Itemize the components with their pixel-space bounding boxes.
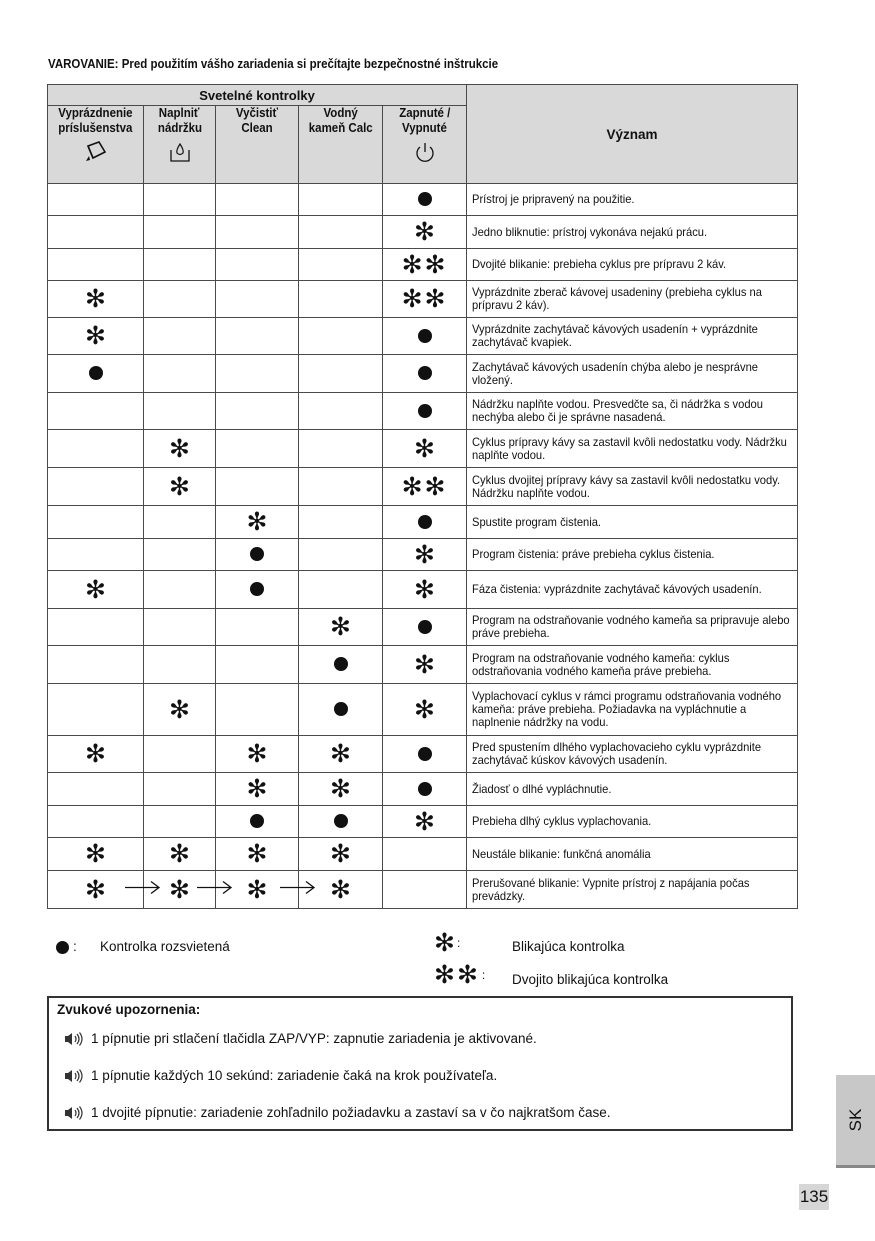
- table-row: [48, 506, 798, 539]
- blinking-light-icon: ✻: [246, 874, 268, 904]
- meaning-cell: [467, 216, 798, 249]
- meaning-cell: [467, 806, 798, 838]
- blinking-light-icon: ✻: [85, 574, 106, 604]
- water-tank-icon: [144, 140, 215, 168]
- double-blinking-light-icon: ✻✻: [401, 471, 448, 501]
- light-on-icon: [418, 747, 432, 761]
- blinking-light-icon: ✻: [434, 928, 455, 957]
- blinking-light-icon: ✻: [330, 774, 351, 803]
- indicator-cell: [144, 318, 216, 355]
- blinking-light-icon: ✻: [85, 284, 106, 313]
- beep-icon: [63, 1105, 83, 1121]
- indicator-cell: [216, 430, 299, 468]
- indicator-cell: [48, 773, 144, 806]
- blinking-light-icon: ✻: [414, 694, 435, 724]
- indicator-cell: [216, 838, 299, 871]
- indicator-cell: [299, 506, 383, 539]
- indicator-cell: [216, 318, 299, 355]
- lights-group-header: Svetelné kontrolky: [48, 85, 467, 106]
- indicator-cell: [216, 806, 299, 838]
- meaning-text: Prerušované blikanie: Vypnite prístroj z napájania počas prevádzky.: [472, 875, 750, 903]
- indicator-cell: [144, 281, 216, 318]
- indicator-cell: [48, 871, 144, 909]
- indicator-cell: [216, 184, 299, 216]
- meaning-text: Nádržku naplňte vodou. Presvedčte sa, či nádržka s vodou nechýba alebo či je správne nasadená.: [472, 397, 763, 424]
- blinking-light-icon: ✻: [85, 321, 106, 350]
- light-on-icon: [418, 515, 432, 529]
- meaning-cell: [467, 430, 798, 468]
- indicator-cell: [144, 806, 216, 838]
- warning-heading: VAROVANIE: Pred použitím vášho zariadenia si prečítajte bezpečnostné inštrukcie: [48, 57, 499, 71]
- column-header: [48, 106, 144, 184]
- indicator-cell: [48, 249, 144, 281]
- indicator-cell: [299, 216, 383, 249]
- meaning-text: Jedno bliknutie: prístroj vykonáva nejakú prácu.: [472, 224, 708, 239]
- meaning-text: Prístroj je pripravený na použitie.: [472, 192, 635, 206]
- indicator-cell: [48, 609, 144, 646]
- indicator-cell: [383, 249, 467, 281]
- double-blinking-light-icon: ✻✻: [434, 960, 480, 989]
- blinking-light-icon: ✻: [414, 217, 435, 246]
- arrow-right-icon: [125, 880, 161, 899]
- indicator-cell: [144, 249, 216, 281]
- indicator-cell: [383, 871, 467, 909]
- indicator-cell: [383, 506, 467, 539]
- indicator-cell: [299, 393, 383, 430]
- double-blinking-light-icon: ✻✻: [401, 284, 448, 313]
- indicator-cell: [299, 609, 383, 646]
- indicator-lights-table: [47, 84, 798, 909]
- meaning-cell: [467, 539, 798, 571]
- table-row: [48, 318, 798, 355]
- indicator-cell: [144, 430, 216, 468]
- column-header-label: Vodný: [323, 106, 358, 120]
- indicator-cell: [216, 539, 299, 571]
- meaning-cell: [467, 609, 798, 646]
- column-header: [216, 106, 299, 184]
- blinking-light-icon: ✻: [330, 839, 351, 868]
- indicator-cell: [144, 539, 216, 571]
- indicator-cell: [144, 216, 216, 249]
- blinking-light-icon: ✻: [169, 874, 190, 904]
- indicator-cell: [299, 468, 383, 506]
- meaning-cell: [467, 736, 798, 773]
- light-on-icon: [418, 329, 432, 343]
- blinking-light-icon: ✻: [246, 739, 268, 768]
- blinking-light-icon: ✻: [246, 507, 268, 536]
- indicator-cell: [216, 506, 299, 539]
- indicator-cell: [144, 838, 216, 871]
- indicator-cell: [144, 506, 216, 539]
- light-on-icon: [418, 404, 432, 418]
- indicator-cell: [216, 646, 299, 684]
- sound-alerts-box: [47, 996, 793, 1131]
- indicator-cell: [299, 684, 383, 736]
- table-row: [48, 838, 798, 871]
- indicator-cell: [216, 684, 299, 736]
- light-on-icon: [418, 192, 432, 206]
- light-on-icon: [334, 702, 348, 716]
- indicator-cell: [383, 468, 467, 506]
- indicator-cell: [216, 609, 299, 646]
- meaning-text: Dvojité blikanie: prebieha cyklus pre prípravu 2 káv.: [472, 257, 727, 271]
- indicator-cell: [48, 318, 144, 355]
- blinking-light-icon: ✻: [169, 839, 190, 868]
- meaning-text: Vyprázdnite zachytávač kávových usadenín + vyprázdnite zachytávač kvapiek.: [472, 322, 758, 349]
- light-on-icon: [334, 814, 348, 828]
- light-on-icon: [250, 814, 264, 828]
- column-header-label: Vyčistiť: [235, 106, 279, 120]
- indicator-cell: [48, 571, 144, 609]
- table-row: [48, 184, 798, 216]
- table-row: [48, 609, 798, 646]
- indicator-cell: [216, 281, 299, 318]
- indicator-cell: [48, 393, 144, 430]
- page-number: 135: [799, 1184, 829, 1210]
- column-header-label: Naplniť: [159, 106, 200, 120]
- blinking-light-icon: ✻: [414, 433, 435, 463]
- blinking-light-icon: ✻: [169, 433, 190, 463]
- table-row: [48, 736, 798, 773]
- legend-double-label: Dvojito blikajúca kontrolka: [512, 972, 669, 987]
- indicator-cell: [299, 646, 383, 684]
- blinking-light-icon: ✻: [414, 806, 435, 836]
- column-header-label: nádržku: [157, 121, 202, 135]
- blinking-light-icon: ✻: [414, 649, 435, 679]
- language-tab-label: SK: [845, 1108, 865, 1132]
- table-row: [48, 806, 798, 838]
- sound-item-text: 1 pípnutie každých 10 sekúnd: zariadenie čaká na krok používateľa.: [91, 1068, 498, 1083]
- indicator-cell: [299, 249, 383, 281]
- column-header-label: príslušenstva: [58, 121, 133, 135]
- indicator-cell: [383, 216, 467, 249]
- meaning-cell: [467, 318, 798, 355]
- sound-item-text: 1 pípnutie pri stlačení tlačidla ZAP/VYP: zapnutie zariadenia je aktivované.: [91, 1031, 537, 1046]
- blinking-light-icon: ✻: [85, 739, 106, 768]
- light-on-icon: [89, 366, 103, 380]
- indicator-cell: [48, 806, 144, 838]
- column-header-label: Clean: [241, 121, 273, 135]
- indicator-cell: [48, 736, 144, 773]
- light-on-icon: [418, 782, 432, 796]
- light-on-icon: [418, 620, 432, 634]
- meaning-text: Fáza čistenia: vyprázdnite zachytávač kávových usadenín.: [472, 582, 762, 596]
- meaning-text: Vyprázdnite zberač kávovej usadeniny (prebieha cyklus na prípravu 2 káv).: [472, 285, 762, 312]
- blinking-light-icon: ✻: [169, 471, 190, 501]
- indicator-cell: [216, 468, 299, 506]
- meaning-text: Cyklus prípravy kávy sa zastavil kvôli nedostatku vody. Nádržku naplňte vodou.: [472, 434, 787, 462]
- meaning-text: Žiadosť o dlhé vypláchnutie.: [472, 781, 612, 796]
- empty-accessories-icon: [48, 140, 143, 168]
- meaning-text: Program na odstraňovanie vodného kameňa: cyklus odstraňovania vodného kameňa práve prebieha.: [472, 650, 730, 678]
- legend-blink: ✻ : Blikajúca kontrolka: [434, 928, 625, 957]
- meaning-text: Prebieha dlhý cyklus vyplachovania.: [472, 814, 652, 828]
- table-row: [48, 684, 798, 736]
- meaning-cell: [467, 571, 798, 609]
- table-row: [48, 871, 798, 909]
- column-header: [299, 106, 383, 184]
- indicator-cell: [144, 571, 216, 609]
- indicator-cell: [383, 393, 467, 430]
- indicator-cell: [48, 539, 144, 571]
- indicator-cell: [383, 806, 467, 838]
- meaning-text: Vyplachovací cyklus v rámci programu odstraňovania vodného kameňa: práve prebieha. Požiadavka na vypláchnutie a naplnenie nádržky na vodu.: [472, 689, 782, 729]
- indicator-cell: [383, 684, 467, 736]
- indicator-cell: [299, 571, 383, 609]
- indicator-cell: [216, 571, 299, 609]
- meaning-text: Zachytávač kávových usadenín chýba alebo je nesprávne vložený.: [472, 359, 759, 387]
- meaning-cell: [467, 646, 798, 684]
- indicator-cell: [299, 806, 383, 838]
- indicator-cell: [48, 838, 144, 871]
- indicator-cell: [383, 281, 467, 318]
- light-on-icon: [250, 582, 264, 596]
- table-row: [48, 216, 798, 249]
- sound-item: [63, 1068, 497, 1084]
- sound-item: [63, 1031, 537, 1047]
- indicator-cell: [383, 430, 467, 468]
- indicator-cell: [144, 646, 216, 684]
- indicator-cell: [144, 184, 216, 216]
- light-on-icon: [250, 547, 264, 561]
- indicator-cell: [299, 773, 383, 806]
- arrow-right-icon: [280, 880, 316, 899]
- meaning-cell: [467, 281, 798, 318]
- table-row: [48, 430, 798, 468]
- indicator-cell: [48, 355, 144, 393]
- meaning-text: Program čistenia: práve prebieha cyklus čistenia.: [472, 547, 715, 561]
- indicator-cell: [48, 646, 144, 684]
- blinking-light-icon: ✻: [246, 774, 268, 803]
- table-row: [48, 393, 798, 430]
- indicator-cell: [299, 281, 383, 318]
- indicator-cell: [299, 736, 383, 773]
- indicator-cell: [144, 393, 216, 430]
- column-header: [144, 106, 216, 184]
- double-blinking-light-icon: ✻✻: [401, 249, 448, 279]
- indicator-cell: [299, 355, 383, 393]
- indicator-cell: [48, 468, 144, 506]
- light-on-icon: [56, 941, 69, 954]
- table-row: [48, 571, 798, 609]
- column-header-label: Vypnuté: [402, 121, 447, 135]
- indicator-cell: [383, 736, 467, 773]
- meaning-text: Spustite program čistenia.: [472, 514, 602, 529]
- indicator-cell: [48, 684, 144, 736]
- indicator-cell: [48, 430, 144, 468]
- table-row: [48, 646, 798, 684]
- meaning-cell: [467, 184, 798, 216]
- power-icon: [383, 140, 466, 168]
- table-row: [48, 355, 798, 393]
- meaning-cell: [467, 249, 798, 281]
- table-row: [48, 249, 798, 281]
- sound-item: [63, 1105, 611, 1121]
- indicator-cell: [144, 684, 216, 736]
- column-header-label: Zapnuté /: [398, 106, 451, 120]
- blinking-light-icon: ✻: [330, 874, 351, 904]
- indicator-cell: [383, 184, 467, 216]
- blinking-light-icon: ✻: [169, 694, 190, 724]
- table-row: [48, 468, 798, 506]
- indicator-cell: [299, 838, 383, 871]
- indicator-cell: [299, 539, 383, 571]
- blinking-light-icon: ✻: [414, 574, 435, 604]
- meaning-text: Cyklus dvojitej prípravy kávy sa zastavil kvôli nedostatku vody. Nádržku naplňte vodou.: [472, 472, 781, 500]
- indicator-cell: [299, 430, 383, 468]
- indicator-cell: [383, 318, 467, 355]
- indicator-cell: [144, 736, 216, 773]
- indicator-cell: [383, 571, 467, 609]
- indicator-cell: [48, 184, 144, 216]
- indicator-cell: [299, 184, 383, 216]
- table-row: [48, 281, 798, 318]
- arrow-right-icon: [197, 880, 233, 899]
- sound-item-text: 1 dvojité pípnutie: zariadenie zohľadnilo požiadavku a zastaví sa v čo najkratšom čase.: [91, 1105, 611, 1120]
- indicator-cell: [216, 393, 299, 430]
- meaning-cell: [467, 468, 798, 506]
- meaning-cell: [467, 773, 798, 806]
- meaning-cell: [467, 355, 798, 393]
- blinking-light-icon: ✻: [330, 612, 351, 641]
- column-header-label: Vyprázdnenie: [58, 106, 133, 120]
- indicator-cell: [216, 773, 299, 806]
- indicator-cell: [144, 773, 216, 806]
- beep-icon: [63, 1068, 83, 1084]
- column-header: [383, 106, 467, 184]
- indicator-cell: [383, 539, 467, 571]
- meaning-cell: [467, 871, 798, 909]
- legend-blink-label: Blikajúca kontrolka: [512, 939, 625, 954]
- indicator-cell: [299, 318, 383, 355]
- beep-icon: [63, 1031, 83, 1047]
- indicator-cell: [216, 736, 299, 773]
- blinking-light-icon: ✻: [246, 839, 268, 868]
- light-on-icon: [418, 366, 432, 380]
- blinking-light-icon: ✻: [85, 839, 106, 868]
- indicator-cell: [48, 506, 144, 539]
- table-row: [48, 539, 798, 571]
- meaning-cell: [467, 506, 798, 539]
- column-header-label: kameň Calc: [308, 121, 373, 135]
- indicator-cell: [216, 249, 299, 281]
- legend-double: ✻✻ : Dvojito blikajúca kontrolka: [434, 960, 669, 989]
- meaning-cell: [467, 838, 798, 871]
- meaning-text: Program na odstraňovanie vodného kameňa sa pripravuje alebo práve prebieha.: [472, 613, 790, 640]
- sound-alerts-title: Zvukové upozornenia:: [57, 1002, 201, 1017]
- indicator-cell: [383, 609, 467, 646]
- meaning-cell: [467, 684, 798, 736]
- indicator-cell: [48, 216, 144, 249]
- light-on-icon: [334, 657, 348, 671]
- indicator-cell: [144, 355, 216, 393]
- indicator-cell: [216, 355, 299, 393]
- meaning-text: Pred spustením dlhého vyplachovacieho cyklu vyprázdnite zachytávač kúskov kávových usadenín.: [472, 740, 762, 767]
- indicator-cell: [383, 646, 467, 684]
- indicator-cell: [144, 609, 216, 646]
- indicator-cell: [144, 468, 216, 506]
- language-tab: [836, 1075, 875, 1168]
- blinking-light-icon: ✻: [414, 539, 435, 569]
- meaning-cell: [467, 393, 798, 430]
- table-row: [48, 773, 798, 806]
- meaning-text: Neustále blikanie: funkčná anomália: [472, 846, 651, 861]
- indicator-cell: [383, 838, 467, 871]
- legend-on: : Kontrolka rozsvietená: [56, 939, 77, 954]
- blinking-light-icon: ✻: [85, 874, 106, 904]
- indicator-cell: [383, 773, 467, 806]
- blinking-light-icon: ✻: [330, 739, 351, 768]
- meaning-header: Význam: [467, 85, 798, 184]
- legend-on-label: Kontrolka rozsvietená: [100, 939, 230, 954]
- indicator-cell: [216, 216, 299, 249]
- indicator-cell: [383, 355, 467, 393]
- indicator-cell: [48, 281, 144, 318]
